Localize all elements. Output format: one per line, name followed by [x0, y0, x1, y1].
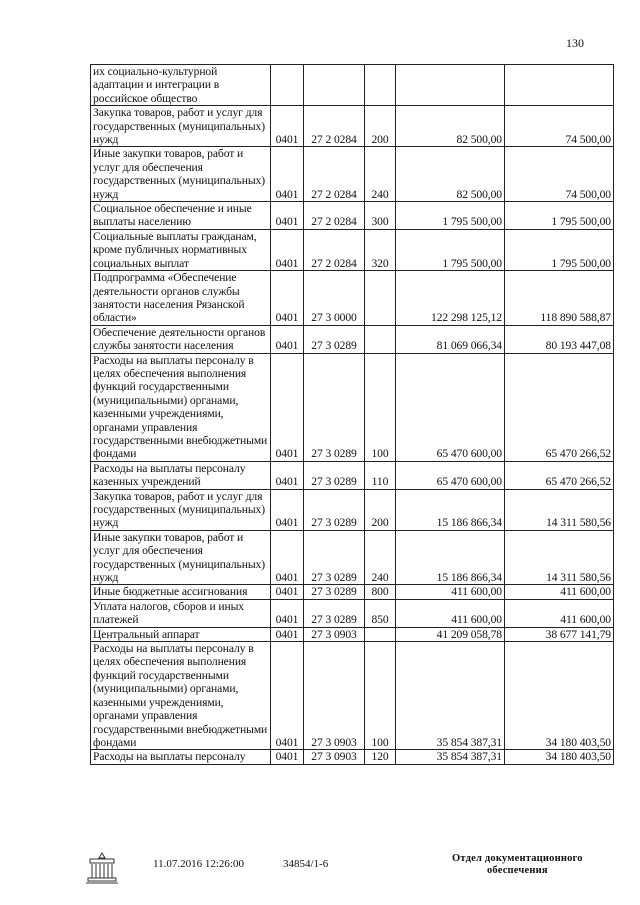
row-csr-cell: 27 2 0284 [304, 202, 365, 230]
row-section-cell: 0401 [271, 461, 304, 489]
row-amount-2016-cell: 122 298 125,12 [396, 271, 505, 326]
row-section-cell: 0401 [271, 530, 304, 585]
row-vr-cell: 100 [365, 353, 396, 461]
row-section-cell: 0401 [271, 585, 304, 599]
row-amount-executed-cell: 411 600,00 [505, 599, 614, 627]
row-vr-cell [365, 325, 396, 353]
row-vr-cell: 240 [365, 147, 396, 202]
row-csr-cell: 27 3 0289 [304, 489, 365, 530]
row-section-cell: 0401 [271, 599, 304, 627]
row-csr-cell: 27 3 0289 [304, 530, 365, 585]
row-section-cell [271, 65, 304, 106]
row-name-cell: Расходы на выплаты персоналу в целях обеспечения выполнения функций государственными (муниципальными) органами, казенными учреждениями, органами управления государственными внебюджетными фондами [91, 642, 271, 750]
row-vr-cell [365, 627, 396, 641]
page-number: 130 [566, 36, 584, 50]
table-row [91, 461, 614, 489]
row-name-cell: Подпрограмма «Обеспечение деятельности органов службы занятости населения Рязанской области» [91, 271, 271, 326]
row-amount-executed-cell: 1 795 500,00 [505, 202, 614, 230]
row-amount-2016-cell: 1 795 500,00 [396, 202, 505, 230]
row-name-cell: Социальное обеспечение и иные выплаты населению [91, 202, 271, 230]
row-amount-executed-cell [505, 65, 614, 106]
row-amount-2016-cell [396, 65, 505, 106]
row-vr-cell: 850 [365, 599, 396, 627]
row-vr-cell: 800 [365, 585, 396, 599]
department-line-2: обеспечения [486, 865, 548, 876]
row-section-cell: 0401 [271, 642, 304, 750]
table-row [91, 325, 614, 353]
table-row [91, 627, 614, 641]
row-vr-cell: 300 [365, 202, 396, 230]
row-csr-cell: 27 2 0284 [304, 147, 365, 202]
table-row [91, 147, 614, 202]
row-section-cell: 0401 [271, 353, 304, 461]
table-row [91, 642, 614, 750]
row-amount-2016-cell: 1 795 500,00 [396, 229, 505, 270]
row-section-cell: 0401 [271, 229, 304, 270]
row-amount-2016-cell: 41 209 058,78 [396, 627, 505, 641]
row-csr-cell: 27 3 0289 [304, 599, 365, 627]
row-section-cell: 0401 [271, 202, 304, 230]
coat-of-arms-icon [82, 850, 122, 886]
row-section-cell: 0401 [271, 489, 304, 530]
footer-doc-code: 34854/1-6 [283, 858, 329, 870]
row-amount-2016-cell: 411 600,00 [396, 585, 505, 599]
row-amount-executed-cell: 1 795 500,00 [505, 229, 614, 270]
footer-datetime: 11.07.2016 12:26:00 [153, 858, 244, 870]
row-name-cell: Расходы на выплаты персоналу казенных учреждений [91, 461, 271, 489]
row-name-cell: Иные бюджетные ассигнования [91, 585, 271, 599]
row-amount-executed-cell: 38 677 141,79 [505, 627, 614, 641]
row-vr-cell: 200 [365, 106, 396, 147]
row-name-cell: Иные закупки товаров, работ и услуг для обеспечения государственных (муниципальных) нужд [91, 530, 271, 585]
row-vr-cell: 200 [365, 489, 396, 530]
row-csr-cell: 27 3 0289 [304, 585, 365, 599]
row-name-cell: их социально-культурной адаптации и интеграции в российское общество [91, 65, 271, 106]
row-section-cell: 0401 [271, 106, 304, 147]
row-section-cell: 0401 [271, 750, 304, 764]
row-csr-cell [304, 65, 365, 106]
row-vr-cell [365, 271, 396, 326]
table-row [91, 599, 614, 627]
row-csr-cell: 27 3 0903 [304, 627, 365, 641]
footer-department-stamp [452, 853, 583, 877]
row-amount-2016-cell: 65 470 600,00 [396, 353, 505, 461]
row-vr-cell [365, 65, 396, 106]
row-amount-2016-cell: 65 470 600,00 [396, 461, 505, 489]
row-csr-cell: 27 3 0289 [304, 353, 365, 461]
row-name-cell: Уплата налогов, сборов и иных платежей [91, 599, 271, 627]
row-amount-executed-cell: 65 470 266,52 [505, 353, 614, 461]
table-row [91, 585, 614, 599]
row-name-cell: Центральный аппарат [91, 627, 271, 641]
row-amount-2016-cell: 35 854 387,31 [396, 642, 505, 750]
row-name-cell: Закупка товаров, работ и услуг для государственных (муниципальных) нужд [91, 489, 271, 530]
row-name-cell: Социальные выплаты гражданам, кроме публичных нормативных социальных выплат [91, 229, 271, 270]
row-vr-cell: 110 [365, 461, 396, 489]
row-amount-executed-cell: 34 180 403,50 [505, 750, 614, 764]
table-row [91, 271, 614, 326]
row-csr-cell: 27 3 0289 [304, 461, 365, 489]
row-amount-executed-cell: 34 180 403,50 [505, 642, 614, 750]
budget-table-body [91, 65, 614, 765]
row-vr-cell: 100 [365, 642, 396, 750]
row-amount-executed-cell: 411 600,00 [505, 585, 614, 599]
row-name-cell: Закупка товаров, работ и услуг для государственных (муниципальных) нужд [91, 106, 271, 147]
row-amount-executed-cell: 80 193 447,08 [505, 325, 614, 353]
row-vr-cell: 240 [365, 530, 396, 585]
row-name-cell: Обеспечение деятельности органов службы занятости населения [91, 325, 271, 353]
row-amount-executed-cell: 14 311 580,56 [505, 530, 614, 585]
row-amount-2016-cell: 15 186 866,34 [396, 530, 505, 585]
row-amount-executed-cell: 74 500,00 [505, 106, 614, 147]
table-row [91, 489, 614, 530]
row-amount-executed-cell: 14 311 580,56 [505, 489, 614, 530]
table-row [91, 106, 614, 147]
row-amount-2016-cell: 15 186 866,34 [396, 489, 505, 530]
row-section-cell: 0401 [271, 147, 304, 202]
row-amount-2016-cell: 35 854 387,31 [396, 750, 505, 764]
row-amount-2016-cell: 81 069 066,34 [396, 325, 505, 353]
row-amount-2016-cell: 82 500,00 [396, 106, 505, 147]
row-vr-cell: 120 [365, 750, 396, 764]
row-amount-executed-cell: 65 470 266,52 [505, 461, 614, 489]
row-csr-cell: 27 3 0903 [304, 642, 365, 750]
row-name-cell: Иные закупки товаров, работ и услуг для обеспечения государственных (муниципальных) нужд [91, 147, 271, 202]
row-amount-executed-cell: 74 500,00 [505, 147, 614, 202]
table-row [91, 65, 614, 106]
row-name-cell: Расходы на выплаты персоналу [91, 750, 271, 764]
row-csr-cell: 27 3 0000 [304, 271, 365, 326]
department-line-1: Отдел документационного [452, 853, 583, 864]
row-vr-cell: 320 [365, 229, 396, 270]
table-row [91, 202, 614, 230]
table-row [91, 750, 614, 764]
row-csr-cell: 27 2 0284 [304, 229, 365, 270]
row-amount-executed-cell: 118 890 588,87 [505, 271, 614, 326]
row-amount-2016-cell: 411 600,00 [396, 599, 505, 627]
table-row [91, 530, 614, 585]
row-csr-cell: 27 3 0903 [304, 750, 365, 764]
row-section-cell: 0401 [271, 271, 304, 326]
table-row [91, 353, 614, 461]
row-csr-cell: 27 3 0289 [304, 325, 365, 353]
table-row [91, 229, 614, 270]
row-csr-cell: 27 2 0284 [304, 106, 365, 147]
row-section-cell: 0401 [271, 627, 304, 641]
row-section-cell: 0401 [271, 325, 304, 353]
row-amount-2016-cell: 82 500,00 [396, 147, 505, 202]
row-name-cell: Расходы на выплаты персоналу в целях обеспечения выполнения функций государственными (муниципальными) органами, казенными учреждениями, органами управления государственными внебюджетными фондами [91, 353, 271, 461]
budget-table [90, 64, 614, 765]
